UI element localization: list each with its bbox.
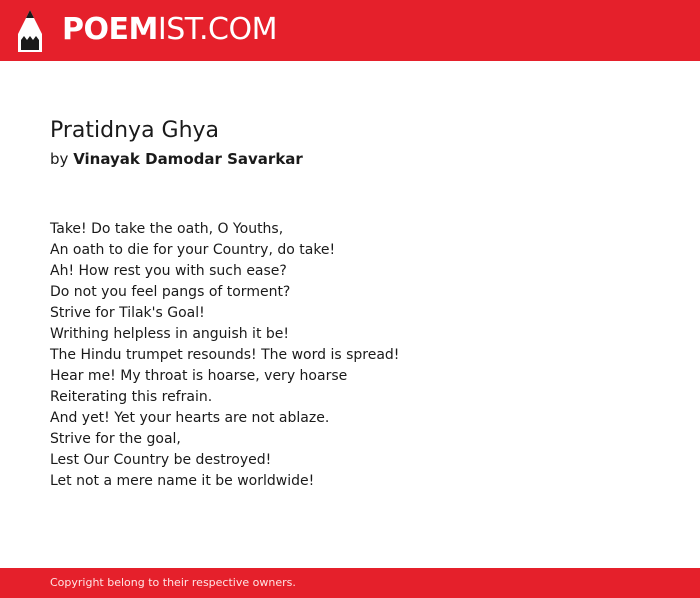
- logo-text-light: IST.COM: [157, 12, 277, 47]
- poem-body: [50, 219, 399, 492]
- by-label: by: [50, 150, 69, 168]
- logo-text-bold: POEM: [62, 12, 158, 47]
- poem-line: Strive for the goal,: [50, 431, 181, 447]
- poem-line: Strive for Tilak's Goal!: [50, 305, 205, 321]
- poem-line: Take! Do take the oath, O Youths,: [50, 221, 284, 237]
- poem-line: Writhing helpless in anguish it be!: [50, 326, 289, 342]
- poem-byline: [50, 149, 303, 169]
- site-header: [0, 0, 700, 61]
- poem-line: Hear me! My throat is hoarse, very hoarse: [50, 368, 348, 384]
- poem-line: Lest Our Country be destroyed!: [50, 452, 272, 468]
- poem-line: The Hindu trumpet resounds! The word is spread!: [50, 347, 400, 363]
- poem-line: And yet! Yet your hearts are not ablaze.: [50, 410, 330, 426]
- poem-line: An oath to die for your Country, do take!: [50, 242, 336, 258]
- poem-line: Reiterating this refrain.: [50, 389, 213, 405]
- author-name[interactable]: Vinayak Damodar Savarkar: [73, 150, 303, 168]
- site-footer: [0, 568, 700, 598]
- poem-line: Let not a mere name it be worldwide!: [50, 473, 315, 489]
- poem-line: Do not you feel pangs of torment?: [50, 284, 291, 300]
- pencil-icon[interactable]: [18, 10, 42, 52]
- copyright-text: Copyright belong to their respective owners.: [50, 576, 296, 589]
- site-logo[interactable]: [62, 12, 277, 48]
- poem-title: Pratidnya Ghya: [50, 118, 220, 143]
- poem-line: Ah! How rest you with such ease?: [50, 263, 287, 279]
